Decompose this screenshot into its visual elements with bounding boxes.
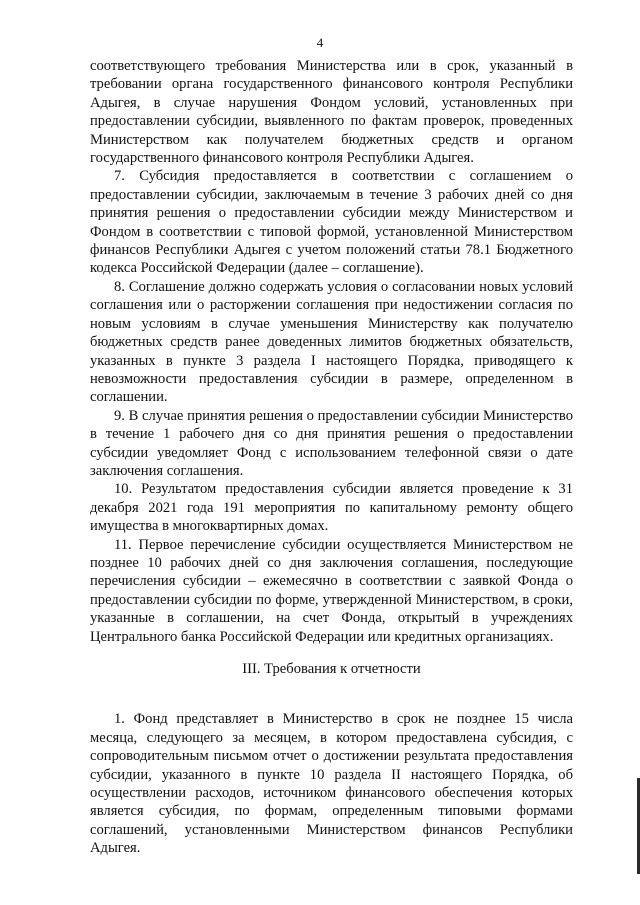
paragraph-continuation: соответствующего требования Министерства или в срок, указанный в требовании органа государственного финансового контроля Республики Адыгея, в случае нарушения Фондом условий, установленных при предоставлении субсидии, выявленного по фактам проверок, проведенных Министерством как получателем бюджетных средств и органом государственного финансового контроля Республики Адыгея. <box>90 58 573 167</box>
paragraph-11: 11. Первое перечисление субсидии осуществляется Министерством не позднее 10 рабочих дней со дня заключения соглашения, последующие перечисления субсидии – ежемесячно в соответствии с заявкой Фонда о предоставлении субсидии по форме, утвержденной Министерством, в сроки, указанные в соглашении, на счет Фонда, открытый в учреждениях Центрального банка Российской Федерации или кредитных организациях. <box>90 536 573 645</box>
page-number: 4 <box>316 35 324 50</box>
paragraph-7: 7. Субсидия предоставляется в соответствии с соглашением о предоставлении субсидии, заключаемым в течение 3 рабочих дней со дня принятия решения о предоставлении субсидии между Министерством и Фондом в соответствии с типовой формой, установленной Министерством финансов Республики Адыгея с учетом положений статьи 78.1 Бюджетного кодекса Российской Федерации (далее – соглашение). <box>90 168 573 277</box>
paragraph-10: 10. Результатом предоставления субсидии является проведение к 31 декабря 2021 года 191 мероприятия по капитальному ремонту общего имущества в многоквартирных домах. <box>90 481 573 535</box>
paragraph-8: 8. Соглашение должно содержать условия о согласовании новых условий соглашения или о расторжении соглашения при недостижении согласия по новым условиям в случае уменьшения Министерству как получателю бюджетных средств ранее доведенных лимитов бюджетных обязательств, указанных в пункте 3 раздела I настоящего Порядка, приводящего к невозможности предоставления субсидии в размере, определенном в соглашении. <box>90 278 573 406</box>
document-body <box>90 57 573 858</box>
section3-paragraph-1: 1. Фонд представляет в Министерство в срок не позднее 15 числа месяца, следующего за месяцем, в котором предоставлена субсидия, с сопроводительным письмом отчет о достижении результата предоставления субсидии, указанного в пункте 10 раздела II настоящего Порядка, об осуществлении расходов, источником финансового обеспечения которых является субсидия, по формам, определенным типовыми формами соглашений, установленными Министерством финансов Республики Адыгея. <box>90 711 573 857</box>
section-heading: III. Требования к отчетности <box>242 661 421 677</box>
paragraph-9: 9. В случае принятия решения о предоставлении субсидии Министерство в течение 1 рабочего дня со дня принятия решения о предоставлении субсидии уведомляет Фонд с использованием телефонной связи о дате заключения соглашения. <box>90 407 573 479</box>
